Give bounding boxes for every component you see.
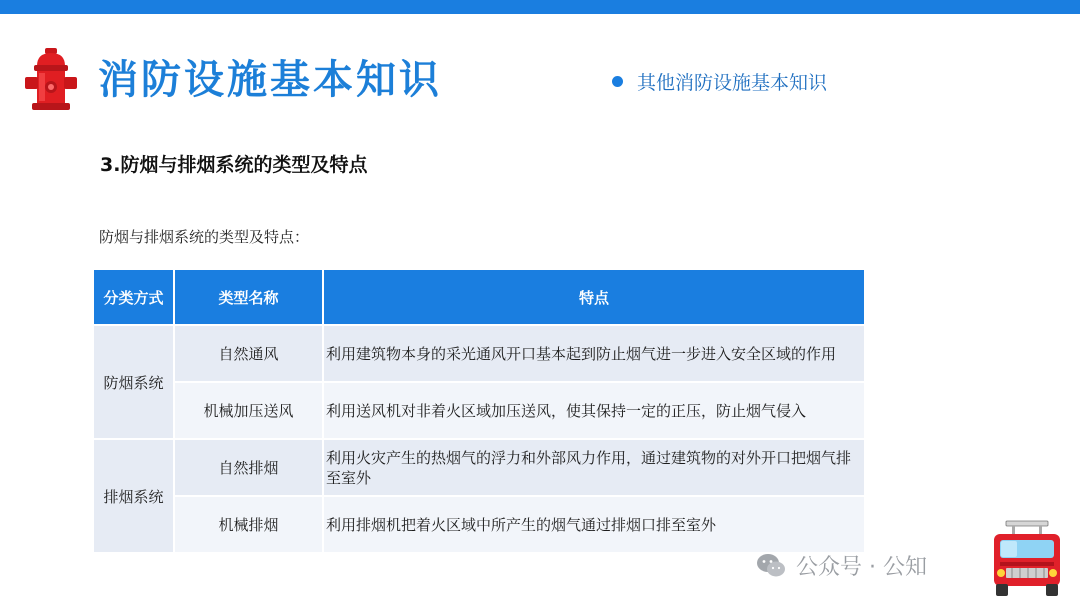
type-name-cell: 机械加压送风 [175, 383, 322, 438]
type-name-cell: 自然通风 [175, 326, 322, 381]
watermark [756, 550, 927, 581]
watermark-text: 公众号 · 公知 [796, 555, 927, 580]
category-cell: 防烟系统 [94, 326, 173, 438]
header-classification: 分类方式 [94, 270, 173, 324]
feature-cell: 利用送风机对非着火区域加压送风，使其保持一定的正压，防止烟气侵入 [324, 383, 864, 438]
table-row [94, 440, 864, 495]
table-caption: 防烟与排烟系统的类型及特点： [99, 228, 310, 246]
header-feature: 特点 [324, 270, 864, 324]
wechat-icon [756, 553, 786, 579]
feature-cell: 利用排烟机把着火区域中所产生的烟气通过排烟口排至室外 [324, 497, 864, 552]
category-cell: 排烟系统 [94, 440, 173, 552]
table-header-row [94, 270, 864, 324]
section-tag-label: 其他消防设施基本知识 [637, 71, 828, 94]
page-title: 消防设施基本知识 [98, 57, 442, 103]
smoke-system-table [92, 268, 866, 554]
type-name-cell: 机械排烟 [175, 497, 322, 552]
table-row [94, 497, 864, 552]
section-subtitle: 3.防烟与排烟系统的类型及特点 [100, 154, 368, 176]
fire-truck-icon [986, 518, 1068, 598]
feature-cell: 利用火灾产生的热烟气的浮力和外部风力作用，通过建筑物的对外开口把烟气排至室外 [324, 440, 864, 495]
top-accent-bar [0, 0, 1080, 14]
bullet-dot-icon [612, 76, 623, 87]
feature-cell: 利用建筑物本身的采光通风开口基本起到防止烟气进一步进入安全区域的作用 [324, 326, 864, 381]
table-row [94, 326, 864, 381]
header-type-name: 类型名称 [175, 270, 322, 324]
fire-hydrant-icon [22, 46, 80, 114]
type-name-cell: 自然排烟 [175, 440, 322, 495]
section-tag [612, 66, 827, 96]
table-row [94, 383, 864, 438]
